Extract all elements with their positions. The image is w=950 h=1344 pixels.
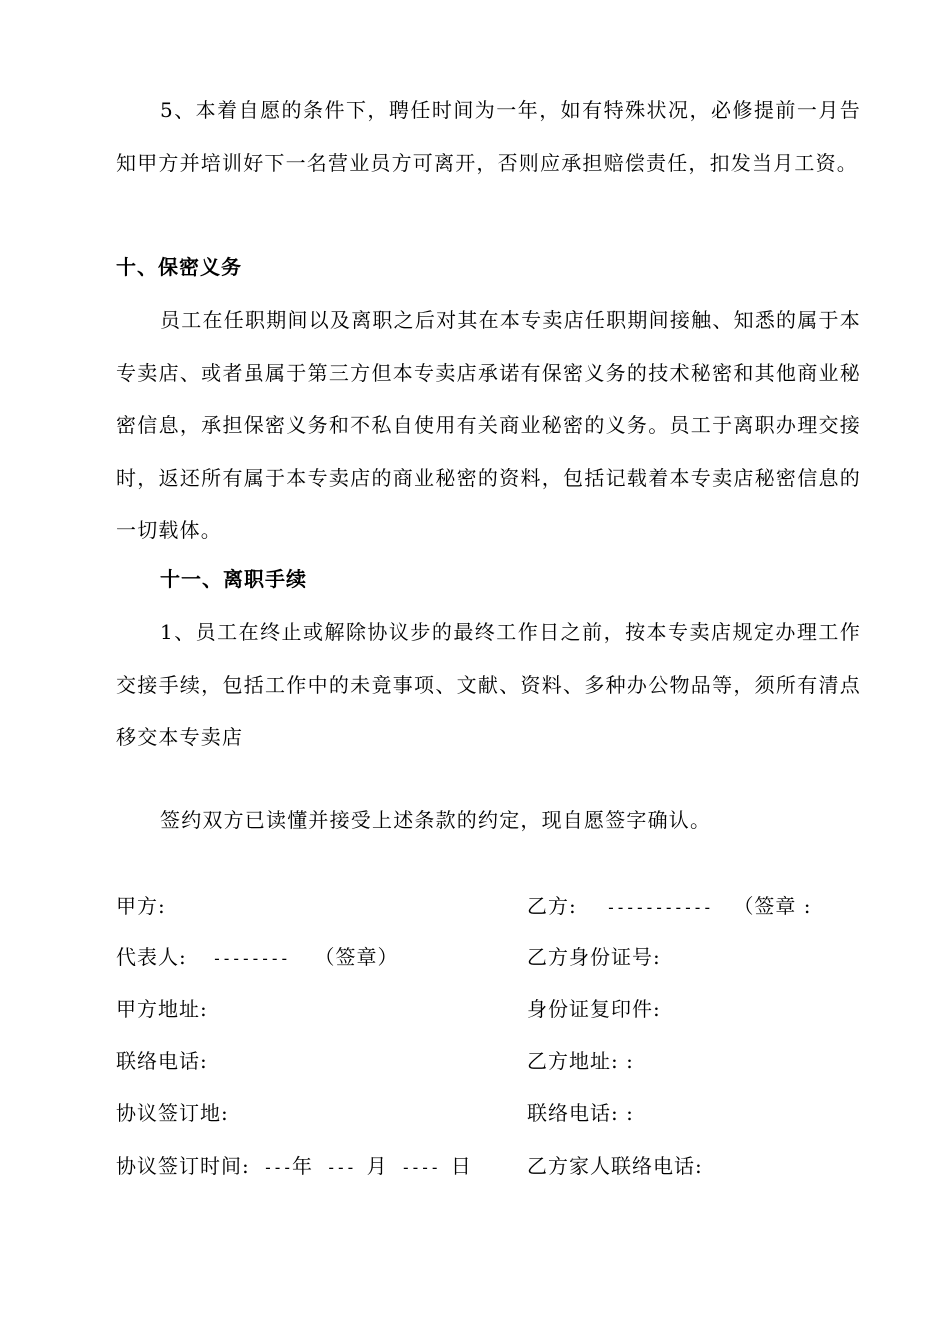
year-label: 年	[292, 1154, 314, 1178]
party-b-blank: -----------	[606, 898, 713, 917]
representative-label: 代表人:	[116, 945, 187, 969]
section-10-body: 员工在任职期间以及离职之后对其在本专卖店任职期间接触、知悉的属于本专卖店、或者虽属于第三方但本专卖店承诺有保密义务的技术秘密和其他商业秘密信息，承担保密义务和不私自使用有关商业秘密的义务。员工于离职办理交接时，返还所有属于本专卖店的商业秘密的资料，包括记载着本专卖店秘密信息的一切载体。	[116, 308, 861, 542]
sign-time-label: 协议签订时间:	[116, 1154, 250, 1178]
representative-seal: （签章）	[314, 945, 399, 969]
party-b-label: 乙方:	[527, 894, 577, 918]
sign-time-line	[116, 1151, 472, 1183]
confirmation-statement: 签约双方已读懂并接受上述条款的约定，现自愿签字确认。	[160, 808, 712, 832]
day-label: 日	[450, 1154, 472, 1178]
party-a-address-label: 甲方地址:	[116, 997, 208, 1021]
party-b-seal: （签章 :	[733, 894, 812, 918]
party-a-label: 甲方:	[116, 894, 166, 918]
sign-place-label: 协议签订地:	[116, 1101, 229, 1125]
day-blank: ----	[401, 1158, 440, 1177]
party-b-id-number-label: 乙方身份证号:	[527, 945, 661, 969]
year-blank: ---	[263, 1158, 293, 1177]
representative-blank: --------	[212, 949, 290, 968]
month-blank: ---	[326, 1158, 356, 1177]
section-10-heading: 十、保密义务	[116, 255, 242, 279]
party-b-phone-label: 联络电话: :	[527, 1101, 634, 1125]
party-b-family-phone-label: 乙方家人联络电话:	[527, 1154, 703, 1178]
party-a-phone-label: 联络电话:	[116, 1049, 208, 1073]
party-b-id-copy-label: 身份证复印件:	[527, 997, 661, 1021]
month-label: 月	[366, 1154, 388, 1178]
party-b-line	[527, 891, 812, 923]
clause-5: 5、本着自愿的条件下，聘任时间为一年，如有特殊状况，必修提前一月告知甲方并培训好下一名营业员方可离开，否则应承担赔偿责任，扣发当月工资。	[116, 98, 861, 175]
representative-line	[116, 942, 399, 974]
party-b-address-label: 乙方地址: :	[527, 1049, 634, 1073]
section-11-heading: 十一、离职手续	[160, 567, 307, 591]
section-11-item-1: 1、员工在终止或解除协议步的最终工作日之前，按本专卖店规定办理工作交接手续，包括工作中的未竟事项、文献、资料、多种办公物品等，须所有清点移交本专卖店	[116, 620, 861, 749]
